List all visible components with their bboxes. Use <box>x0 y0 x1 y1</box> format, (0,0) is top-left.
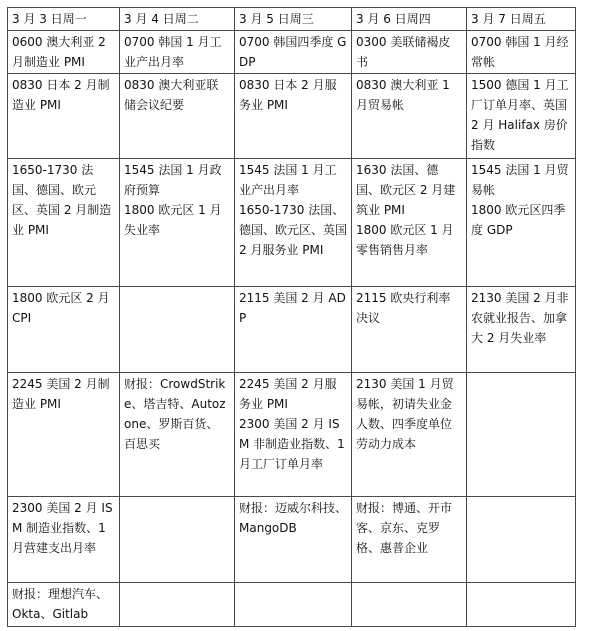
header-row <box>8 8 576 31</box>
table-cell: 2115 美国 2 月 ADP <box>235 287 352 373</box>
table-cell <box>120 497 235 583</box>
header-day-wed: 3 月 5 日周三 <box>235 8 352 31</box>
header-day-fri: 3 月 7 日周五 <box>467 8 576 31</box>
table-cell: 0300 美联储褐皮书 <box>352 31 467 74</box>
table-row <box>8 74 576 159</box>
table-row <box>8 287 576 373</box>
table-row <box>8 583 576 627</box>
table-cell: 0830 日本 2 月制造业 PMI <box>8 74 120 159</box>
table-cell <box>467 497 576 583</box>
table-cell <box>467 373 576 497</box>
table-cell: 0830 澳大利亚联储会议纪要 <box>120 74 235 159</box>
header-day-thu: 3 月 6 日周四 <box>352 8 467 31</box>
economic-calendar-table <box>7 7 576 627</box>
table-cell: 1630 法国、德国、欧元区 2 月建筑业 PMI 1800 欧元区 1 月零售销售月率 <box>352 159 467 287</box>
table-cell: 0830 澳大利亚 1 月贸易帐 <box>352 74 467 159</box>
table-row <box>8 31 576 74</box>
table-cell: 1545 法国 1 月政府预算 1800 欧元区 1 月失业率 <box>120 159 235 287</box>
table-cell <box>235 583 352 627</box>
table-cell: 1650-1730 法国、德国、欧元区、英国 2 月制造业 PMI <box>8 159 120 287</box>
table-cell: 财报：理想汽车、Okta、Gitlab <box>8 583 120 627</box>
table-row <box>8 159 576 287</box>
header-day-mon: 3 月 3 日周一 <box>8 8 120 31</box>
table-cell: 2300 美国 2 月 ISM 制造业指数、1 月营建支出月率 <box>8 497 120 583</box>
table-row <box>8 373 576 497</box>
table-cell: 1800 欧元区 2 月 CPI <box>8 287 120 373</box>
table-cell: 2245 美国 2 月服务业 PMI 2300 美国 2 月 ISM 非制造业指数、1 月工厂订单月率 <box>235 373 352 497</box>
table-cell: 0830 日本 2 月服务业 PMI <box>235 74 352 159</box>
table-cell: 0700 韩国四季度 GDP <box>235 31 352 74</box>
table-cell <box>467 583 576 627</box>
header-day-tue: 3 月 4 日周二 <box>120 8 235 31</box>
table-row <box>8 497 576 583</box>
table-cell: 2130 美国 1 月贸易帐，初请失业金人数、四季度单位劳动力成本 <box>352 373 467 497</box>
table-cell: 财报：博通、开市客、京东、克罗格、惠普企业 <box>352 497 467 583</box>
table-cell: 0700 韩国 1 月经常帐 <box>467 31 576 74</box>
table-cell: 1545 法国 1 月工业产出月率 1650-1730 法国、德国、欧元区、英国 2 月服务业 PMI <box>235 159 352 287</box>
table-cell: 1545 法国 1 月贸易帐 1800 欧元区四季度 GDP <box>467 159 576 287</box>
table-cell: 2115 欧央行利率决议 <box>352 287 467 373</box>
table-cell: 0600 澳大利亚 2 月制造业 PMI <box>8 31 120 74</box>
table-cell <box>120 583 235 627</box>
table-cell <box>352 583 467 627</box>
table-cell: 2245 美国 2 月制造业 PMI <box>8 373 120 497</box>
table-cell: 0700 韩国 1 月工业产出月率 <box>120 31 235 74</box>
table-cell: 财报：迈威尔科技、MangoDB <box>235 497 352 583</box>
table-cell <box>120 287 235 373</box>
table-cell: 1500 德国 1 月工厂订单月率、英国 2 月 Halifax 房价指数 <box>467 74 576 159</box>
table-cell: 2130 美国 2 月非农就业报告、加拿大 2 月失业率 <box>467 287 576 373</box>
table-cell: 财报：CrowdStrike、塔吉特、Autozone、罗斯百货、百思买 <box>120 373 235 497</box>
